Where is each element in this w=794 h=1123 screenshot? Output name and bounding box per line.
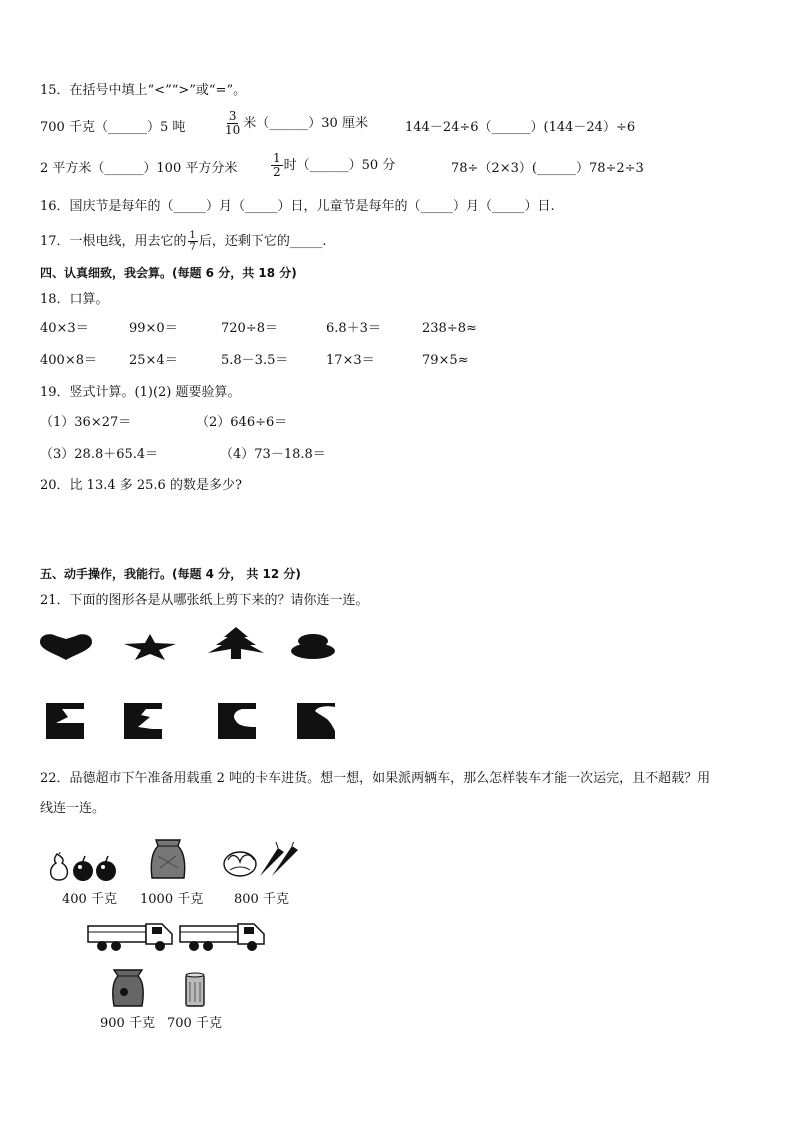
q15-title: 15．在括号中填上“<”“>”或“=”。 xyxy=(40,83,247,98)
weight-label: 700 千克 xyxy=(167,1016,222,1031)
q18-cell: 40×3＝ xyxy=(40,321,89,336)
q18-cell: 6.8＋3＝ xyxy=(326,321,381,336)
weight-label: 400 千克 xyxy=(62,892,117,907)
tree-shape-icon[interactable] xyxy=(208,627,264,659)
hat-shape-icon[interactable] xyxy=(290,633,336,659)
q19-item-3: （3）28.8＋65.4＝ xyxy=(40,447,159,462)
q18-cell: 79×5≈ xyxy=(422,353,469,368)
oil-barrel-icon[interactable] xyxy=(184,972,206,1008)
q15-item-1: 700 千克（______）5 吨 xyxy=(40,120,186,135)
q18-cell: 99×0＝ xyxy=(129,321,178,336)
vegetables-icon[interactable] xyxy=(220,842,300,880)
q18-title: 18．口算。 xyxy=(40,292,109,307)
q15-item-6: 78÷（2×3）(______）78÷2÷3 xyxy=(451,161,644,176)
q15-item-3: 144－24÷6（______）(144－24）÷6 xyxy=(405,120,636,135)
paper-shape-4-icon[interactable] xyxy=(297,703,335,739)
rice-sack-icon[interactable] xyxy=(148,838,188,882)
q15-item-5: $\frac{1}{2}$ 时（______）50 分 xyxy=(273,151,396,179)
q18-cell: 5.8－3.5＝ xyxy=(221,353,289,368)
q15-item-2: $\frac{3}{10}$ 米（______）30 厘米 xyxy=(225,109,368,137)
q15-item-4: 2 平方米（______）100 平方分米 xyxy=(40,161,238,176)
q18-cell: 25×4＝ xyxy=(129,353,178,368)
q19-item-4: （4）73－18.8＝ xyxy=(220,447,326,462)
q19-item-2: （2）646÷6＝ xyxy=(196,415,288,430)
q19-item-1: （1）36×27＝ xyxy=(40,415,132,430)
truck-2-icon[interactable] xyxy=(178,918,268,954)
q19-title: 19．竖式计算。(1)(2) 题要验算。 xyxy=(40,385,241,400)
flour-sack-icon[interactable] xyxy=(108,968,148,1008)
weight-label: 800 千克 xyxy=(234,892,289,907)
heart-shape-icon[interactable] xyxy=(38,632,94,662)
q20: 20．比 13.4 多 25.6 的数是多少? xyxy=(40,478,242,493)
q18-cell: 400×8＝ xyxy=(40,353,97,368)
fraction: $\frac{1}{2}$ xyxy=(273,151,281,179)
truck-1-icon[interactable] xyxy=(86,918,176,954)
star-shape-icon[interactable] xyxy=(124,634,176,660)
q21: 21．下面的图形各是从哪张纸上剪下来的？请你连一连。 xyxy=(40,593,369,608)
fraction: $\frac{1}{7}$ xyxy=(189,230,196,253)
section-4-heading: 四、认真细致，我会算。(每题 6 分，共 18 分) xyxy=(40,266,297,280)
paper-shape-1-icon[interactable] xyxy=(46,703,84,739)
q16: 16．国庆节是每年的（_____）月（_____）日，儿童节是每年的（_____）月（_____）日. xyxy=(40,199,555,214)
q18-cell: 238÷8≈ xyxy=(422,321,477,336)
paper-shape-2-icon[interactable] xyxy=(124,703,162,739)
q22-line1: 22．品德超市下午准备用载重 2 吨的卡车进货。想一想，如果派两辆车，那么怎样装车才能一次运完，且不超载？用 xyxy=(40,771,711,786)
q22-line2: 线连一连。 xyxy=(40,801,106,816)
section-5-heading: 五、动手操作，我能行。(每题 4 分， 共 12 分) xyxy=(40,567,301,581)
fraction: $\frac{3}{10}$ xyxy=(225,109,241,137)
fruit-icon[interactable] xyxy=(48,852,120,882)
q17: 17．一根电线，用去它的 $\frac{1}{7}$ 后，还剩下它的_____. xyxy=(40,230,327,253)
weight-label: 1000 千克 xyxy=(140,892,204,907)
q18-cell: 720÷8＝ xyxy=(221,321,278,336)
weight-label: 900 千克 xyxy=(100,1016,155,1031)
q18-cell: 17×3＝ xyxy=(326,353,375,368)
paper-shape-3-icon[interactable] xyxy=(218,703,256,739)
